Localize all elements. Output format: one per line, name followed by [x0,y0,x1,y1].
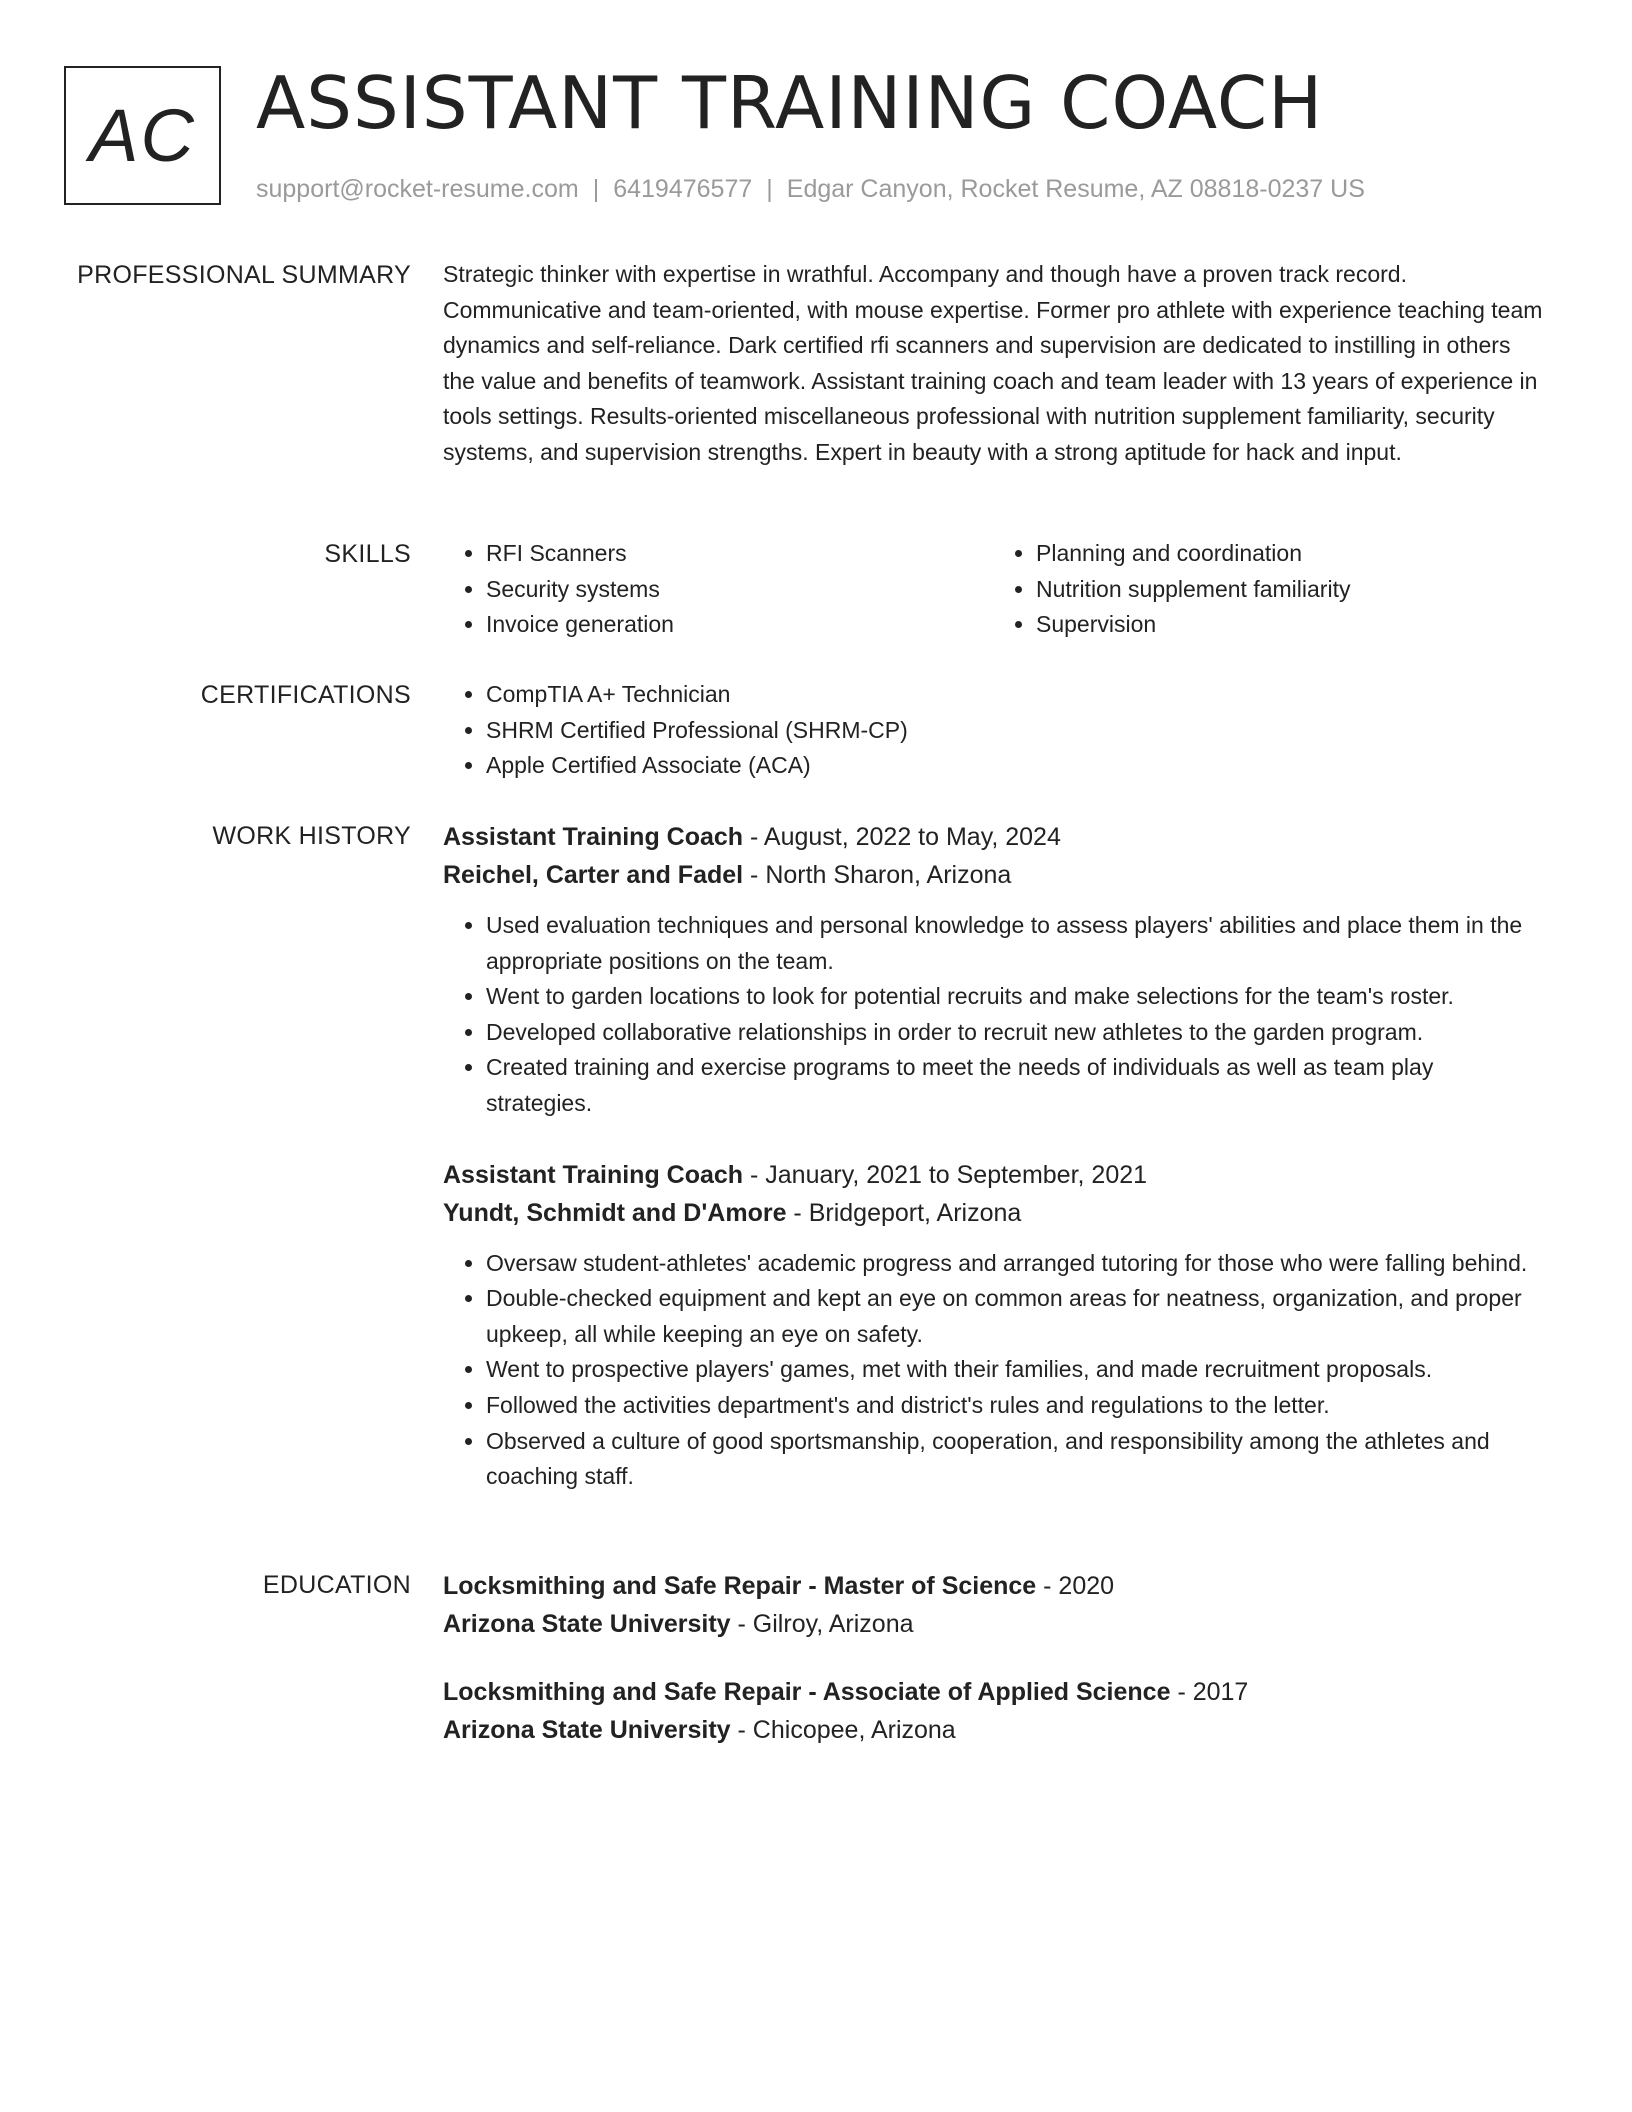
education-degree: Locksmithing and Safe Repair - Associate of Applied Science [443,1678,1171,1706]
job-location: - Bridgeport, Arizona [786,1198,1022,1227]
education-school: Arizona State University [443,1610,731,1638]
education-location: - Chicopee, Arizona [730,1716,956,1744]
job-title: Assistant Training Coach [443,1160,744,1189]
job-entry [443,818,1543,1122]
monogram-box [64,66,221,205]
summary-text: Strategic thinker with expertise in wrathful. Accompany and though have a proven track record. Communicative and team-oriented, with mouse expertise. Former pro athlete with experience teaching team dynamics and self-reliance. Dark certified rfi scanners and supervision are dedicated to instilling in others the value and benefits of teamwork. Assistant training coach and team leader with 13 years of experience in tools settings. Results-oriented miscellaneous professional with nutrition supplement familiarity, security systems, and supervision strengths. Expert in beauty with a strong aptitude for hack and input. [443,261,1543,465]
contact-separator: | [592,175,600,203]
certification-item: • Apple Certified Associate (ACA) [486,748,1543,784]
job-dates: - August, 2022 to May, 2024 [743,823,1061,851]
section-label-work-history: WORK HISTORY [212,822,411,850]
contact-address: Edgar Canyon, Rocket Resume, AZ 08818-0237 US [786,175,1365,203]
education-school: Arizona State University [443,1716,731,1744]
job-company-line [443,1194,1543,1232]
education-entry [443,1673,1543,1749]
job-entry [443,1156,1543,1495]
education-degree: Locksmithing and Safe Repair - Master of Science [443,1572,1037,1600]
work-history-body [443,818,1543,1495]
certification-item: • SHRM Certified Professional (SHRM-CP) [486,713,1543,749]
job-dates: - January, 2021 to September, 2021 [743,1160,1148,1189]
education-year: - 2017 [1170,1678,1249,1706]
skill-item: • Security systems [486,572,993,608]
education-entry [443,1567,1543,1643]
contact-separator: | [766,175,773,203]
education-location: - Gilroy, Arizona [730,1610,914,1638]
job-duty-item: • Developed collaborative relationships in order to recruit new athletes to the garden program. [486,1015,1543,1051]
job-title-line [443,1156,1543,1194]
job-company: Reichel, Carter and Fadel [443,861,744,889]
certifications-list [443,677,1543,784]
skills-body [443,536,1543,643]
job-duty-item: • Created training and exercise programs to meet the needs of individuals as well as team play strategies. [486,1050,1543,1121]
education-degree-line [443,1673,1543,1711]
skill-item: • Planning and coordination [1036,536,1543,572]
section-label-certifications: CERTIFICATIONS [200,681,411,709]
job-company-line [443,856,1543,894]
education-body [443,1567,1543,1749]
education-school-line [443,1711,1543,1749]
education-school-line [443,1605,1543,1643]
job-location: - North Sharon, Arizona [743,861,1012,889]
job-duty-item: • Double-checked equipment and kept an eye on common areas for neatness, organization, and proper upkeep, all while keeping an eye on safety. [486,1281,1543,1352]
summary-body [443,257,1543,471]
skill-item: • Nutrition supplement familiarity [1036,572,1543,608]
skills-list-right [993,536,1543,643]
certifications-body [443,677,1543,784]
contact-email[interactable]: support@rocket-resume.com [256,175,579,203]
job-company: Yundt, Schmidt and D'Amore [443,1198,787,1227]
monogram-initials: AC [89,93,196,177]
skill-item: • Supervision [1036,607,1543,643]
job-duty-item: • Went to prospective players' games, met with their families, and made recruitment proposals. [486,1352,1543,1388]
resume-name: ASSISTANT TRAINING COACH [256,61,1324,145]
job-title-line [443,818,1543,856]
section-label-skills: SKILLS [324,540,411,568]
skills-list-left [443,536,993,643]
contact-phone[interactable]: 6419476577 [613,175,753,203]
contact-line [256,172,1365,206]
job-duties-list [443,908,1543,1122]
job-title: Assistant Training Coach [443,823,744,851]
job-duty-item: • Oversaw student-athletes' academic progress and arranged tutoring for those who were falling behind. [486,1246,1543,1282]
section-label-summary: PROFESSIONAL SUMMARY [77,261,411,289]
job-duty-item: • Used evaluation techniques and personal knowledge to assess players' abilities and place them in the appropriate positions on the team. [486,908,1543,979]
certification-item: • CompTIA A+ Technician [486,677,1543,713]
job-duties-list [443,1246,1543,1495]
section-label-education: EDUCATION [262,1571,411,1599]
education-year: - 2020 [1036,1572,1115,1600]
skill-item: • Invoice generation [486,607,993,643]
skill-item: • RFI Scanners [486,536,993,572]
job-duty-item: • Followed the activities department's and district's rules and regulations to the letter. [486,1388,1543,1424]
education-degree-line [443,1567,1543,1605]
job-duty-item: • Observed a culture of good sportsmanship, cooperation, and responsibility among the athletes and coaching staff. [486,1424,1543,1495]
job-duty-item: • Went to garden locations to look for potential recruits and make selections for the team's roster. [486,979,1543,1015]
